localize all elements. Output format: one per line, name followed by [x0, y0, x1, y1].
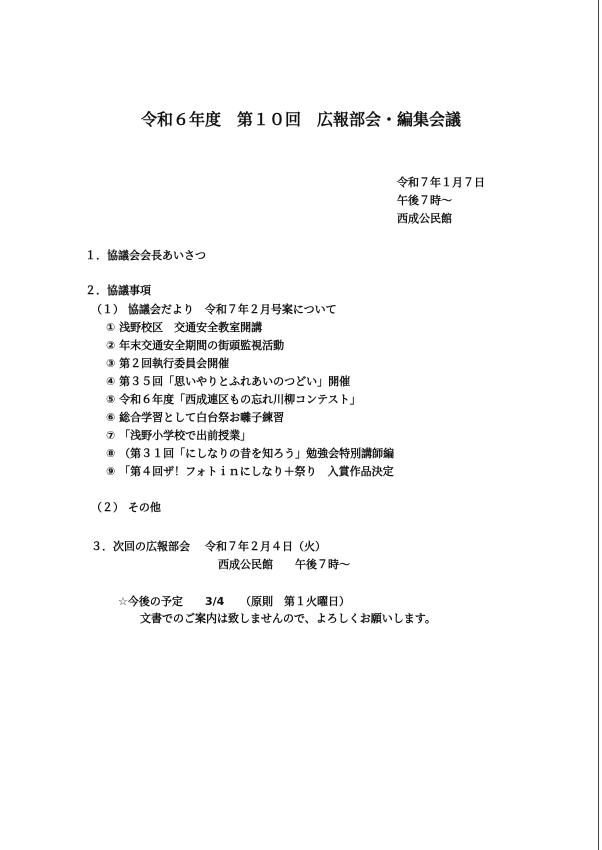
agenda-item: ③ 第２回執行委員会開催 — [106, 357, 230, 370]
agenda-item: ④ 第３５回「思いやりとふれあいのつどい」開催 — [106, 375, 351, 388]
section-1-heading: １．協議会会長あいさつ — [85, 249, 206, 262]
schedule-note: 文書でのご案内は致しませんので、よろしくお願いします。 — [140, 612, 436, 625]
agenda-item: ⑤ 令和６年度「西成連区もの忘れ川柳コンテスト」 — [106, 393, 361, 406]
schedule-label: ☆今後の予定 — [118, 595, 183, 608]
meeting-date: 令和７年１月７日 — [397, 176, 485, 189]
subsection-2-1: （１） 協議会だより 令和７年２月号案について — [91, 303, 337, 316]
agenda-item: ⑥ 総合学習として白台祭お囃子練習 — [106, 411, 285, 424]
agenda-item: ① 浅野校区 交通安全教室開講 — [106, 321, 263, 334]
next-meeting-time: 午後７時～ — [295, 558, 350, 571]
subsection-2-2: （２） その他 — [91, 501, 161, 514]
agenda-item: ⑨ 「第４回ザ！フォトｉｎにしなり＋祭り 入賞作品決定 — [106, 465, 394, 478]
page-title: 令和６年度 第１０回 広報部会・編集会議 — [140, 110, 461, 129]
next-meeting-place: 西成公民館 — [218, 558, 273, 571]
agenda-item: ⑧ （第３１回「にしなりの昔を知ろう」勉強会特別講師編 — [106, 447, 395, 460]
meeting-time: 午後７時～ — [397, 194, 452, 207]
schedule-date: 3/4 — [205, 595, 225, 608]
agenda-item: ⑦ 「浅野小学校で出前授業」 — [106, 429, 252, 442]
next-meeting-date: 令和７年２月４日（火） — [205, 540, 326, 553]
meeting-place: 西成公民館 — [397, 212, 452, 225]
section-2-heading: ２．協議事項 — [85, 284, 151, 297]
schedule-rule: （原則 第１火曜日） — [240, 595, 350, 608]
section-3-heading: ３．次回の広報部会 — [91, 540, 190, 553]
agenda-item: ② 年末交通安全期間の街頭監視活動 — [106, 339, 285, 352]
